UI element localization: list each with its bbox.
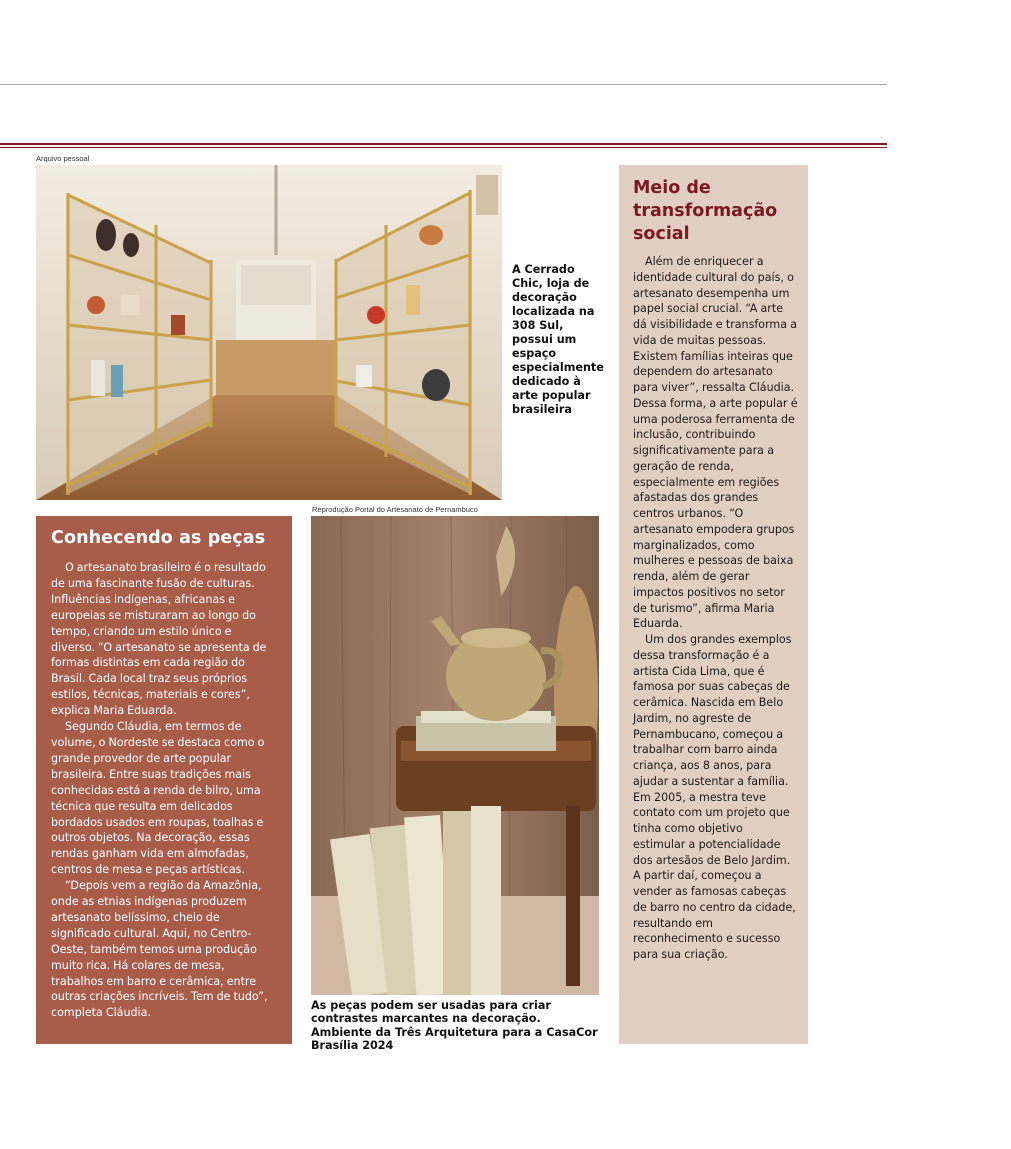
teapot-photo-caption: As peças podem ser usadas para criar contrastes marcantes na decoração. Ambiente da Três Arquitetura para a CasaCor Brasília 2024 bbox=[311, 999, 598, 1053]
photo-credit-store: Arquivo pessoal bbox=[36, 154, 90, 163]
sidebar-meio-de-transformacao-social bbox=[619, 165, 808, 1044]
section-rule bbox=[0, 143, 887, 145]
top-divider bbox=[0, 84, 887, 85]
box-left-paragraph-3: “Depois vem a região da Amazônia, onde as etnias indígenas produzem artesanato belíssimo, cheio de significado cultural. Aqui, no Centro-Oeste, também temos uma produção muito rica. Há colares de mesa, trabalhos em barro e cerâmica, entre outras criações incríveis. Tem de tudo”, completa Cláudia. bbox=[51, 879, 268, 1020]
box-left-paragraph-2: Segundo Cláudia, em termos de volume, o Nordeste se destaca como o grande provedor de arte popular brasileira. Entre suas tradições mais conhecidas está a renda de bilro, uma técnica que resulta em delicados bordados usados em roupas, toalhas e outros objetos. Na decoração, essas rendas ganham vida em almofadas, centros de mesa e peças artísticas. bbox=[51, 720, 265, 877]
box-right-title: Meio de transformação social bbox=[633, 178, 778, 244]
box-right-paragraph-1: Além de enriquecer a identidade cultural do país, o artesanato desempenha um papel social crucial. “A arte dá visibilidade e transforma a vida de muitas pessoas. Existem famílias inteiras que dependem do artesanato para viver”, ressalta Cláudia. Dessa forma, a arte popular é uma poderosa ferramenta de inclusão, contribuindo significativamente para a geração de renda, especialmente em regiões afastadas dos grandes centros urbanos. “O artesanato empodera grupos marginalizados, como mulheres e pessoas de baixa renda, além de gerar impactos positivos no setor de turismo”, afirma Maria Eduarda. bbox=[633, 255, 798, 631]
teapot-stool-illustration bbox=[311, 516, 599, 995]
box-left-paragraph-1: O artesanato brasileiro é o resultado de uma fascinante fusão de culturas. Influências indígenas, africanas e europeias se misturaram ao longo do tempo, criando um estilo único e diverso. “O artesanato se apresenta de formas distintas em cada região do Brasil. Cada local traz seus próprios estilos, técnicas, materiais e cores”, explica Maria Eduarda. bbox=[51, 561, 267, 718]
store-photo bbox=[36, 165, 502, 500]
teapot-photo bbox=[311, 516, 599, 995]
box-left-title: Conhecendo as peças bbox=[51, 528, 266, 548]
box-right-paragraph-2: Um dos grandes exemplos dessa transformação é a artista Cida Lima, que é famosa por suas cabeças de cerâmica. Nascida em Belo Jardim, no agreste de Pernambucano, começou a trabalhar com barro ainda criança, aos 8 anos, para ajudar a sustentar a família. Em 2005, a mestra teve contato com um projeto que tinha como objetivo estimular a potencialidade dos artesãos de Belo Jardim. A partir daí, começou a vender as famosas cabeças de barro no centro da cidade, resultando em reconhecimento e sucesso para sua criação. bbox=[633, 633, 796, 961]
section-rule-thin bbox=[0, 147, 887, 148]
store-photo-caption: A Cerrado Chic, loja de decoração localizada na 308 Sul, possui um espaço especialmente dedicado à arte popular brasileira bbox=[512, 263, 604, 416]
store-interior-illustration bbox=[36, 165, 502, 500]
sidebar-conhecendo-as-pecas bbox=[36, 516, 292, 1044]
photo-credit-teapot: Reprodução Portal do Artesanato de Pernambuco bbox=[312, 505, 478, 514]
